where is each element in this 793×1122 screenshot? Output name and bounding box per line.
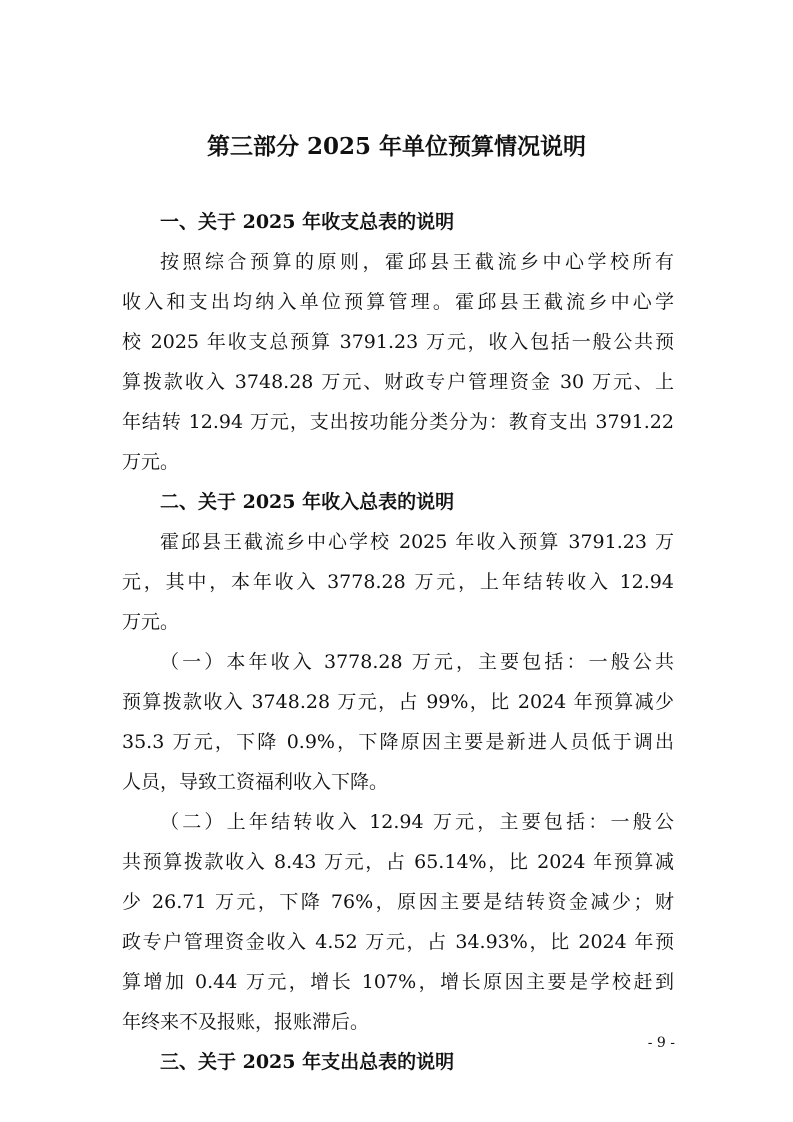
paragraph-line: 年终来不及报账，报账滞后。 <box>122 1011 370 1033</box>
document-body <box>122 202 674 1082</box>
page-title: 第三部分 2025 年单位预算情况说明 <box>206 133 587 160</box>
paragraph-line: 按照综合预算的原则，霍邱县王截流乡中心学校所有 <box>160 251 674 273</box>
paragraph-line: 人员，导致工资福利收入下降。 <box>122 771 389 793</box>
paragraph-line: （一）本年收入 3778.28 万元，主要包括：一般公共 <box>160 651 674 673</box>
paragraph-line: 算增加 0.44 万元，增长 107%，增长原因主要是学校赶到 <box>122 971 674 993</box>
section-heading-1: 一、关于 2025 年收支总表的说明 <box>160 211 455 233</box>
paragraph-line: 年结转 12.94 万元，支出按功能分类分为：教育支出 3791.22 <box>122 411 674 433</box>
paragraph-line: 校 2025 年收支总预算 3791.23 万元，收入包括一般公共预 <box>122 331 674 353</box>
paragraph-line: 共预算拨款收入 8.43 万元，占 65.14%，比 2024 年预算减 <box>122 851 674 873</box>
paragraph-line: 收入和支出均纳入单位预算管理。霍邱县王截流乡中心学 <box>122 291 674 313</box>
paragraph-line: 万元。 <box>122 451 180 473</box>
paragraph-line: 35.3 万元，下降 0.9%，下降原因主要是新进人员低于调出 <box>122 731 674 753</box>
paragraph-line: 万元。 <box>122 611 180 633</box>
section-heading-3: 三、关于 2025 年支出总表的说明 <box>160 1051 455 1073</box>
paragraph-line: 算拨款收入 3748.28 万元、财政专户管理资金 30 万元、上 <box>122 371 674 393</box>
section-heading-2: 二、关于 2025 年收入总表的说明 <box>160 491 455 513</box>
paragraph-line: 少 26.71 万元，下降 76%，原因主要是结转资金减少；财 <box>122 891 674 913</box>
paragraph-line: 霍邱县王截流乡中心学校 2025 年收入预算 3791.23 万 <box>160 531 674 553</box>
paragraph-line: 元，其中，本年收入 3778.28 万元，上年结转收入 12.94 <box>122 571 674 593</box>
page-number: - 9 - <box>647 1035 675 1051</box>
paragraph-line: 预算拨款收入 3748.28 万元，占 99%，比 2024 年预算减少 <box>122 691 674 713</box>
paragraph-line: （二）上年结转收入 12.94 万元，主要包括：一般公 <box>160 811 674 833</box>
paragraph-line: 政专户管理资金收入 4.52 万元，占 34.93%，比 2024 年预 <box>122 931 674 953</box>
